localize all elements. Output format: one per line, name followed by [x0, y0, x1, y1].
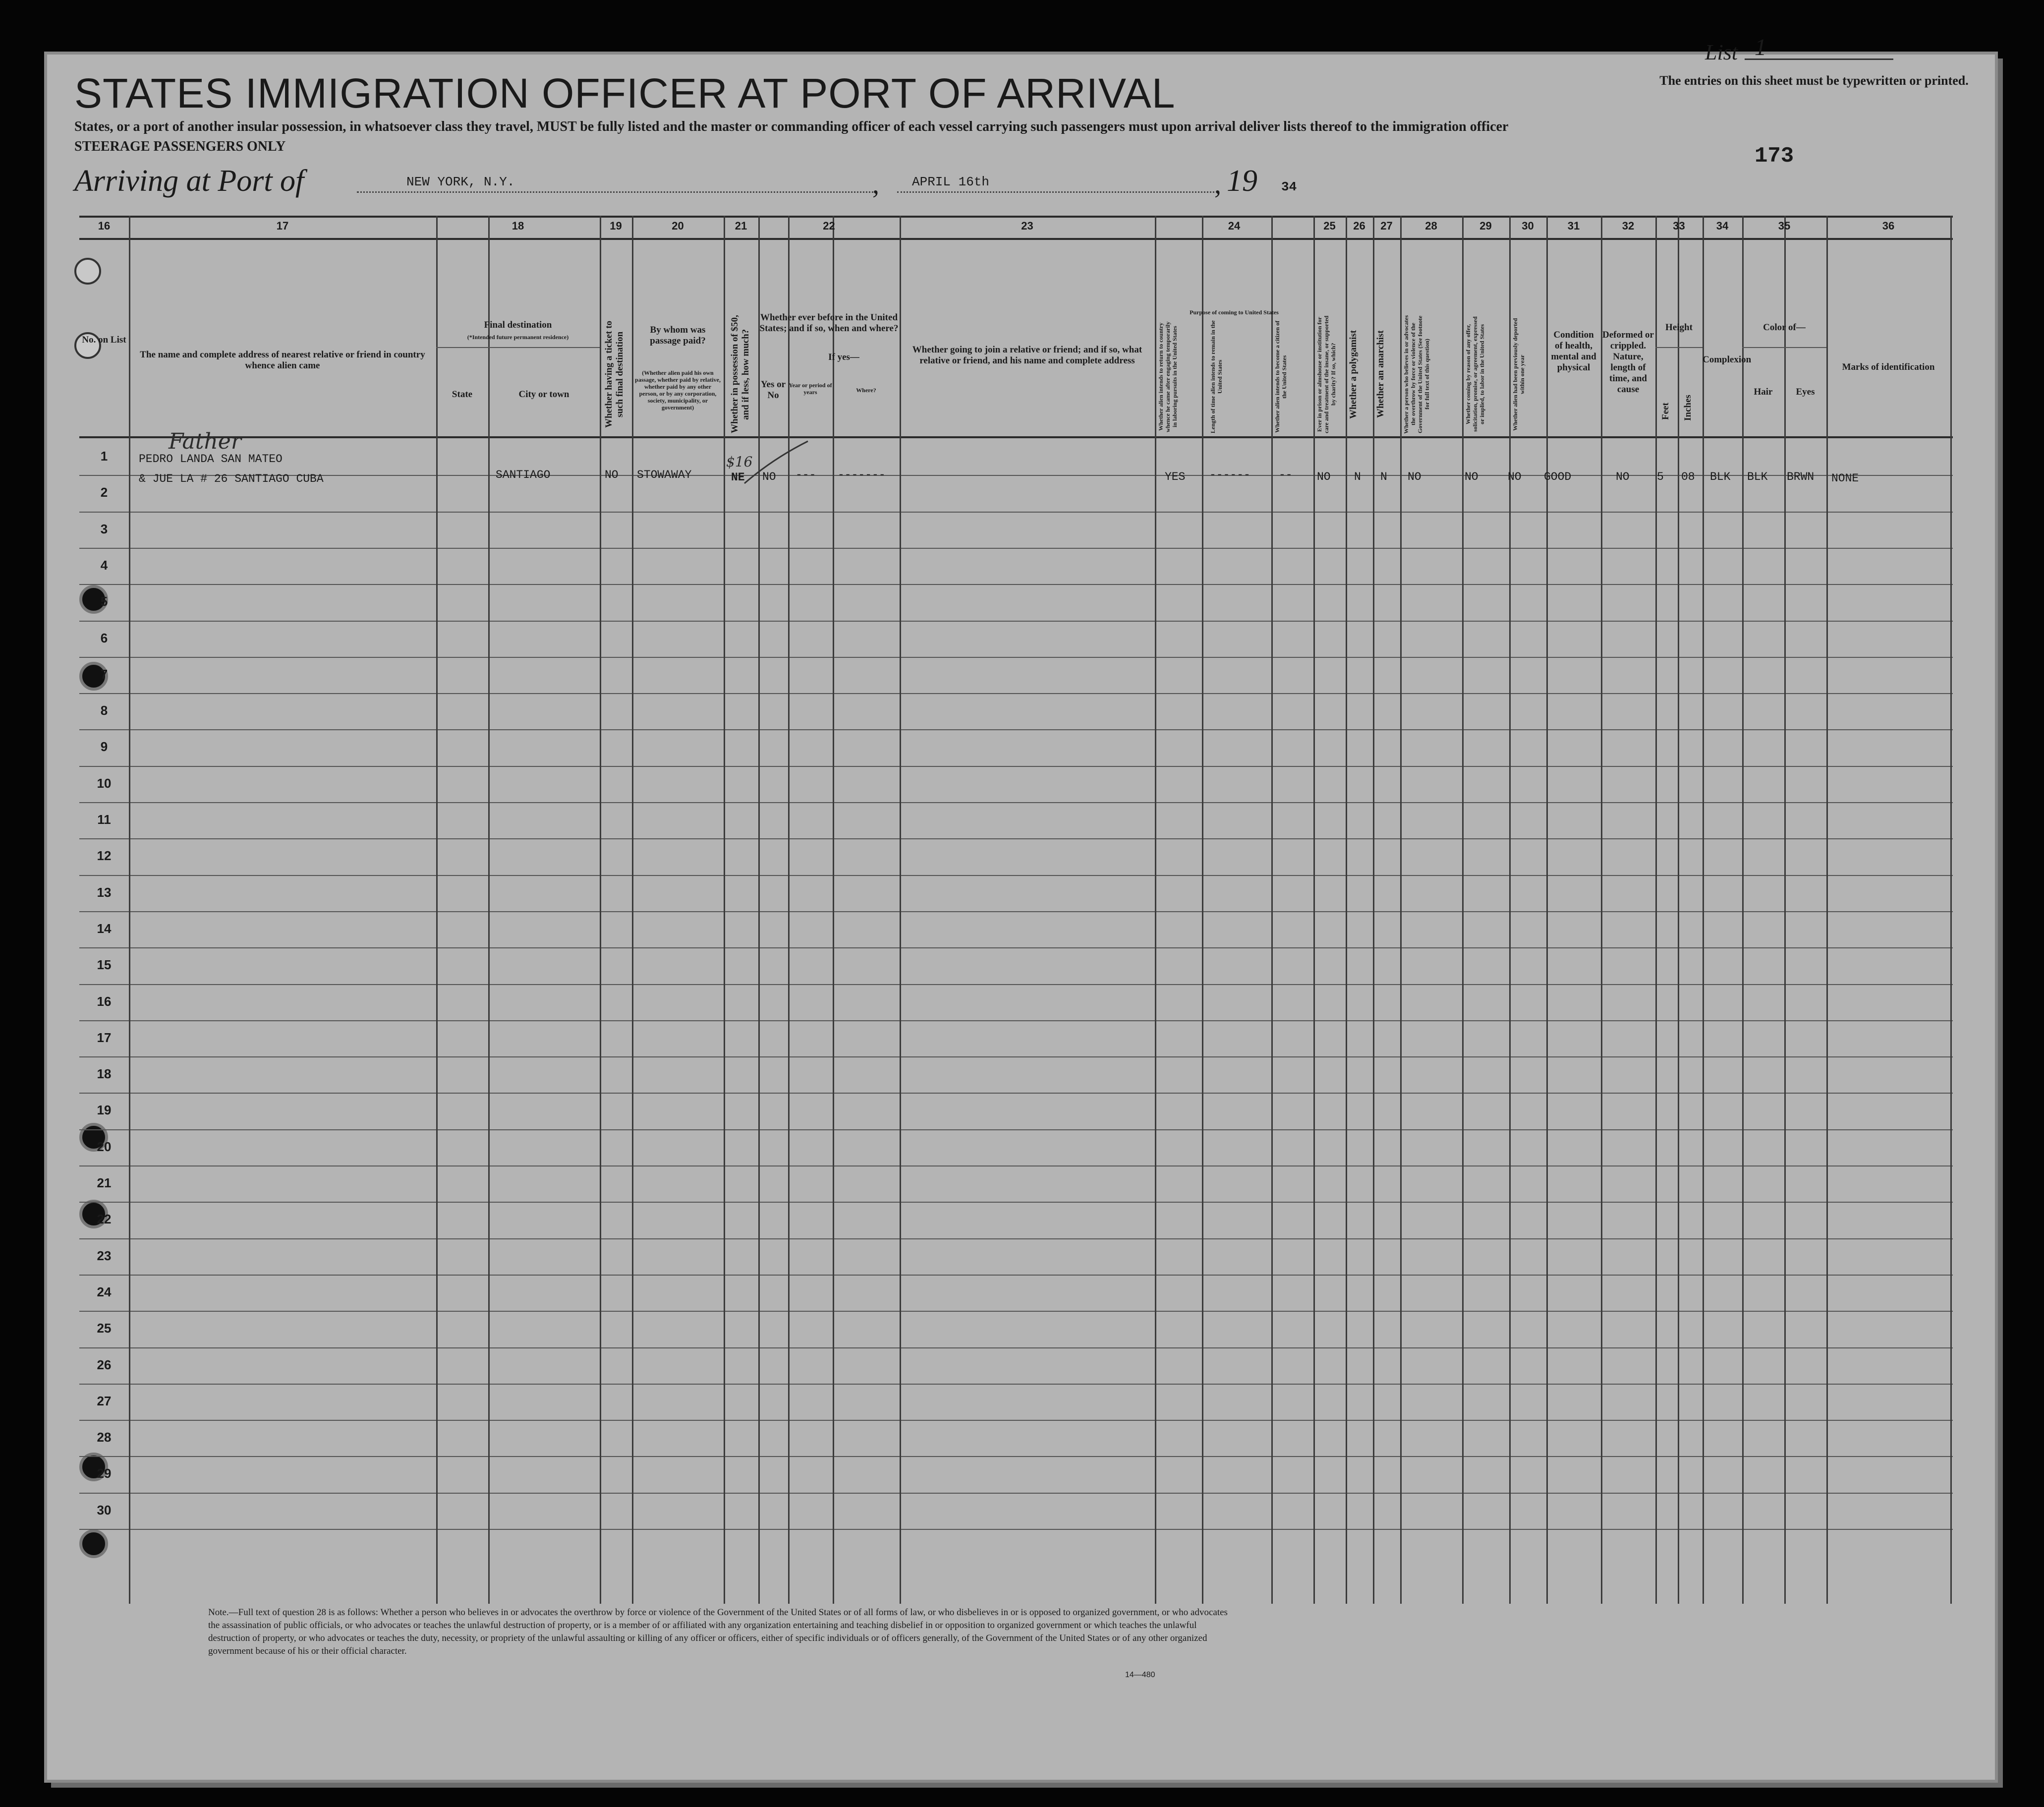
row-number: 11	[97, 812, 111, 827]
comma: ,	[1214, 169, 1221, 200]
comma: ,	[872, 169, 879, 200]
header-c25: Ever in prison or almshouse or institution for care and treatment of the insane, or supported by charity? If so, which?	[1316, 315, 1337, 433]
purpose-c-value: --	[1279, 468, 1293, 481]
manifest-table	[79, 216, 1953, 1604]
row-rule	[79, 1347, 1953, 1348]
col-number: 21	[735, 220, 747, 232]
column-number-rule	[79, 238, 1953, 240]
col-rule	[488, 216, 490, 1604]
where-value: -------	[838, 468, 886, 481]
col-number: 26	[1353, 220, 1365, 232]
header-purpose-c: Whether alien intends to become a citizen of the United States	[1274, 320, 1288, 433]
row-number: 2	[100, 485, 108, 500]
header-city: City or town	[518, 389, 569, 400]
subheader-rule	[1655, 347, 1703, 348]
health-value: GOOD	[1544, 470, 1572, 483]
col-number: 16	[98, 220, 111, 232]
header-height: Height	[1665, 322, 1693, 333]
header-feet: Feet	[1660, 403, 1671, 420]
list-label: List	[1705, 40, 1738, 64]
row-number: 14	[97, 921, 112, 936]
row-rule	[79, 693, 1953, 694]
subtitle-line-2: STEERAGE PASSENGERS ONLY	[74, 139, 286, 154]
col-number: 22	[823, 220, 835, 232]
row-rule	[79, 621, 1953, 622]
col-number: 33	[1673, 220, 1685, 232]
row-number: 10	[97, 775, 112, 791]
row-rule	[79, 1275, 1953, 1276]
col-rule	[1601, 216, 1602, 1604]
header-marks: Marks of identification	[1842, 362, 1935, 372]
row-number: 8	[100, 703, 108, 718]
eyes-value: BRWN	[1787, 470, 1815, 483]
year-suffix: 34	[1281, 179, 1297, 194]
row-rule	[79, 1456, 1953, 1457]
header-condition: Condition of health, mental and physical	[1551, 330, 1596, 373]
date-value: APRIL 16th	[912, 175, 990, 189]
row-number: 3	[100, 521, 108, 536]
header-complexion: Complexion	[1703, 354, 1752, 365]
col-rule	[724, 216, 725, 1604]
header-c29: Whether coming by reason of any offer, solicitation, promise, or agreement, expressed or implied, to labor in the United States	[1465, 316, 1485, 432]
handwritten-father: Father	[169, 429, 241, 454]
header-final-destination-note: (*Intended future permanent residence)	[467, 334, 569, 341]
row-number: 13	[97, 884, 112, 900]
col-rule	[632, 216, 633, 1604]
row-number: 12	[97, 848, 112, 864]
row-rule	[79, 1420, 1953, 1421]
row-rule	[79, 1311, 1953, 1312]
c28-value: NO	[1408, 470, 1421, 483]
col-rule	[758, 216, 760, 1604]
purpose-b-value: ------	[1209, 468, 1250, 481]
row-number: 24	[97, 1284, 112, 1299]
header-nearest-relative: The name and complete address of nearest relative or friend in country whence alien came	[140, 350, 425, 371]
col-number: 23	[1021, 220, 1033, 232]
header-purpose: Purpose of coming to United States	[1190, 309, 1279, 316]
deformed-value: NO	[1616, 470, 1630, 483]
row-number: 23	[97, 1248, 112, 1263]
row-number: 1	[100, 449, 108, 464]
col-rule	[1703, 216, 1704, 1604]
col-rule	[1462, 216, 1464, 1604]
col-rule	[1202, 216, 1203, 1604]
c26-value: N	[1354, 470, 1361, 483]
row-rule	[79, 911, 1953, 912]
col-number: 19	[610, 220, 622, 232]
ticket-value: NO	[605, 468, 619, 481]
col-number: 35	[1778, 220, 1791, 232]
header-polygamist: Whether a polygamist	[1348, 330, 1359, 419]
year-prefix: 19	[1227, 164, 1257, 198]
row-number: 20	[97, 1139, 112, 1154]
list-underline	[1745, 58, 1893, 60]
hair-value: BLK	[1747, 470, 1768, 483]
paid-by-value: STOWAWAY	[637, 468, 692, 481]
row-number: 26	[97, 1357, 112, 1372]
header-where: Where?	[856, 387, 876, 394]
col-rule	[1742, 216, 1744, 1604]
header-eyes: Eyes	[1796, 387, 1815, 397]
row-rule	[79, 1129, 1953, 1130]
col-number: 36	[1882, 220, 1895, 232]
col-rule	[1678, 216, 1679, 1604]
col-rule	[1826, 216, 1828, 1604]
header-year-or-period: Year or period of years	[789, 382, 832, 396]
port-value: NEW YORK, N.Y.	[406, 175, 515, 189]
row-rule	[79, 512, 1953, 513]
col-rule	[1271, 216, 1273, 1604]
col-rule	[1784, 216, 1786, 1604]
row-rule	[79, 548, 1953, 549]
header-no-on-list: No. on List	[82, 335, 126, 345]
col-rule	[436, 216, 438, 1604]
row-number: 6	[100, 630, 108, 645]
header-final-destination: Final destination	[484, 320, 552, 330]
c29-value: NO	[1465, 470, 1478, 483]
header-purpose-a: Whether alien intends to return to country whence he came after engaging temporarily in laboring pursuits in the United States	[1157, 321, 1178, 432]
header-c28: Whether a person who believes in or advocates the overthrow by force or violence of the Government of the United States (See footnote for full text of this question)	[1403, 315, 1430, 434]
complexion-value: BLK	[1710, 470, 1731, 483]
col-rule	[1346, 216, 1347, 1604]
row-number: 7	[100, 666, 108, 682]
form-number: 14—480	[1125, 1671, 1155, 1679]
row-rule	[79, 1056, 1953, 1057]
row-number: 22	[97, 1212, 112, 1227]
col-rule	[833, 216, 834, 1604]
col-number: 27	[1380, 220, 1393, 232]
col-rule	[129, 216, 130, 1604]
date-underline	[897, 191, 1214, 193]
row-number: 16	[97, 993, 112, 1009]
row-rule	[79, 1384, 1953, 1385]
col-number: 32	[1622, 220, 1635, 232]
row-rule	[79, 1202, 1953, 1203]
col-number: 29	[1479, 220, 1492, 232]
subheader-rule	[1742, 347, 1826, 348]
col-number: 25	[1323, 220, 1336, 232]
c27-value: N	[1380, 470, 1387, 483]
header-by-whom-paid: By whom was passage paid?	[650, 325, 706, 346]
col-rule	[1950, 216, 1952, 1604]
row-number: 4	[100, 557, 108, 573]
subheader-rule	[436, 347, 600, 348]
feet-value: 5	[1657, 470, 1664, 483]
col-rule	[600, 216, 601, 1604]
header-inches: Inches	[1683, 395, 1693, 421]
page-title: STATES IMMIGRATION OFFICER AT PORT OF ARRIVAL	[74, 70, 1176, 117]
header-c30: Whether alien had been previously deported within one year	[1512, 318, 1526, 431]
row-rule	[79, 1529, 1953, 1530]
row-number: 28	[97, 1430, 112, 1445]
header-deformed: Deformed or crippled. Nature, length of time, and cause	[1602, 330, 1654, 395]
destination-city: SANTIAGO	[496, 468, 551, 481]
row-rule	[79, 729, 1953, 730]
footnote: Note.—Full text of question 28 is as follows: Whether a person who believes in or advocates the overthrow by force or violence of the Government of the United States or of all forms of law, or who disbelieves in or is opposed to organized government, or who advocates the assassination of public officials, or who advocates or teaches the unlawful destruction of property, or is a member of or affiliated with any organization entertaining and teaching disbelief in or opposition to organized government or which teaches the unlawful destruction of property, or who advocates or teaches the duty, necessity, or propriety of the unlawful assaulting or killing of any officer or officers, either of specific individuals or of officers generally, of the Government of the United States or of any other organized government because of his or their official character.	[208, 1607, 1228, 1656]
col-rule	[1509, 216, 1511, 1604]
row-number: 17	[97, 1030, 112, 1045]
ever-before-value: NO	[762, 470, 776, 483]
row-rule	[79, 875, 1953, 876]
col-number: 30	[1522, 220, 1534, 232]
header-join-relative: Whether going to join a relative or friend; and if so, what relative or friend, and his name and complete address	[912, 345, 1142, 366]
col-rule	[900, 216, 901, 1604]
row-number: 19	[97, 1103, 112, 1118]
row-number: 5	[100, 594, 108, 609]
c30-value: NO	[1508, 470, 1522, 483]
row-rule	[79, 802, 1953, 803]
col-rule	[1400, 216, 1402, 1604]
row-rule	[79, 984, 1953, 985]
row-number: 21	[97, 1175, 112, 1190]
row-number: 9	[100, 739, 108, 755]
row-number: 27	[97, 1393, 112, 1408]
purpose-a-value: YES	[1165, 470, 1186, 483]
handwritten-money: $16	[726, 454, 753, 470]
col-rule	[788, 216, 790, 1604]
col-rule	[1155, 216, 1156, 1604]
subtitle-line-1: States, or a port of another insular possession, in whatsoever class they travel, MUST be fully listed and the master or commanding officer of each vessel carrying such passengers must upon arrival deliver lists thereof to the immigration officer	[74, 119, 1509, 134]
header-possession-50: Whether in possession of $50, and if less, how much?	[730, 315, 751, 434]
row-rule	[79, 1093, 1953, 1094]
row-rule	[79, 947, 1953, 948]
row-number: 30	[97, 1502, 112, 1517]
row-rule	[79, 1238, 1953, 1239]
header-by-whom-note: (Whether alien paid his own passage, whether paid by relative, whether paid by any other person, or by any corporation, society, municipality, or government)	[635, 369, 721, 411]
col-number: 28	[1425, 220, 1437, 232]
col-rule	[1373, 216, 1374, 1604]
col-number: 17	[276, 220, 289, 232]
row-number: 18	[97, 1066, 112, 1082]
row-rule	[79, 657, 1953, 658]
col-number: 31	[1567, 220, 1580, 232]
arriving-label: Arriving at Port of	[74, 164, 304, 198]
header-yes-or-no: Yes or No	[760, 379, 786, 401]
header-state: State	[452, 389, 473, 400]
header-ever-before: Whether ever before in the United States; and if so, when and where?	[759, 312, 899, 334]
col-rule	[1546, 216, 1548, 1604]
row-number: 29	[97, 1466, 112, 1481]
row-rule	[79, 584, 1953, 585]
row-rule	[79, 475, 1953, 476]
marks-value: NONE	[1831, 472, 1859, 485]
row-number: 25	[97, 1321, 112, 1336]
col-rule	[1655, 216, 1657, 1604]
relative-line-2: & JUE LA # 26 SANTIAGO CUBA	[139, 472, 324, 485]
period-value: ---	[795, 468, 816, 481]
row-rule	[79, 1020, 1953, 1021]
col-number: 18	[511, 220, 524, 232]
col-rule	[1313, 216, 1315, 1604]
header-anarchist: Whether an anarchist	[1375, 330, 1386, 418]
table-top-rule	[79, 216, 1953, 218]
row-rule	[79, 1493, 1953, 1494]
inches-value: 08	[1681, 470, 1695, 483]
relative-line-1: PEDRO LANDA SAN MATEO	[139, 453, 283, 466]
list-value: 1	[1755, 34, 1766, 60]
header-ticket: Whether having a ticket to such final destination	[604, 320, 625, 428]
header-if-yes: If yes—	[828, 352, 859, 362]
sheet-number: 173	[1755, 144, 1794, 169]
header-bottom-rule	[79, 436, 1953, 438]
money-value: NE	[731, 471, 745, 484]
col-number: 24	[1228, 220, 1241, 232]
pen-stroke	[743, 439, 813, 488]
port-underline	[357, 191, 877, 193]
col-number: 20	[672, 220, 684, 232]
row-number: 15	[97, 957, 112, 973]
header-color-of: Color of—	[1763, 322, 1806, 333]
col-number: 34	[1716, 220, 1729, 232]
header-purpose-b: Length of time alien intends to remain in the United States	[1209, 320, 1223, 433]
header-hair: Hair	[1754, 387, 1773, 397]
row-rule	[79, 766, 1953, 767]
c25-value: NO	[1317, 470, 1331, 483]
entries-note: The entries on this sheet must be typewritten or printed.	[1659, 73, 1969, 88]
row-rule	[79, 838, 1953, 839]
